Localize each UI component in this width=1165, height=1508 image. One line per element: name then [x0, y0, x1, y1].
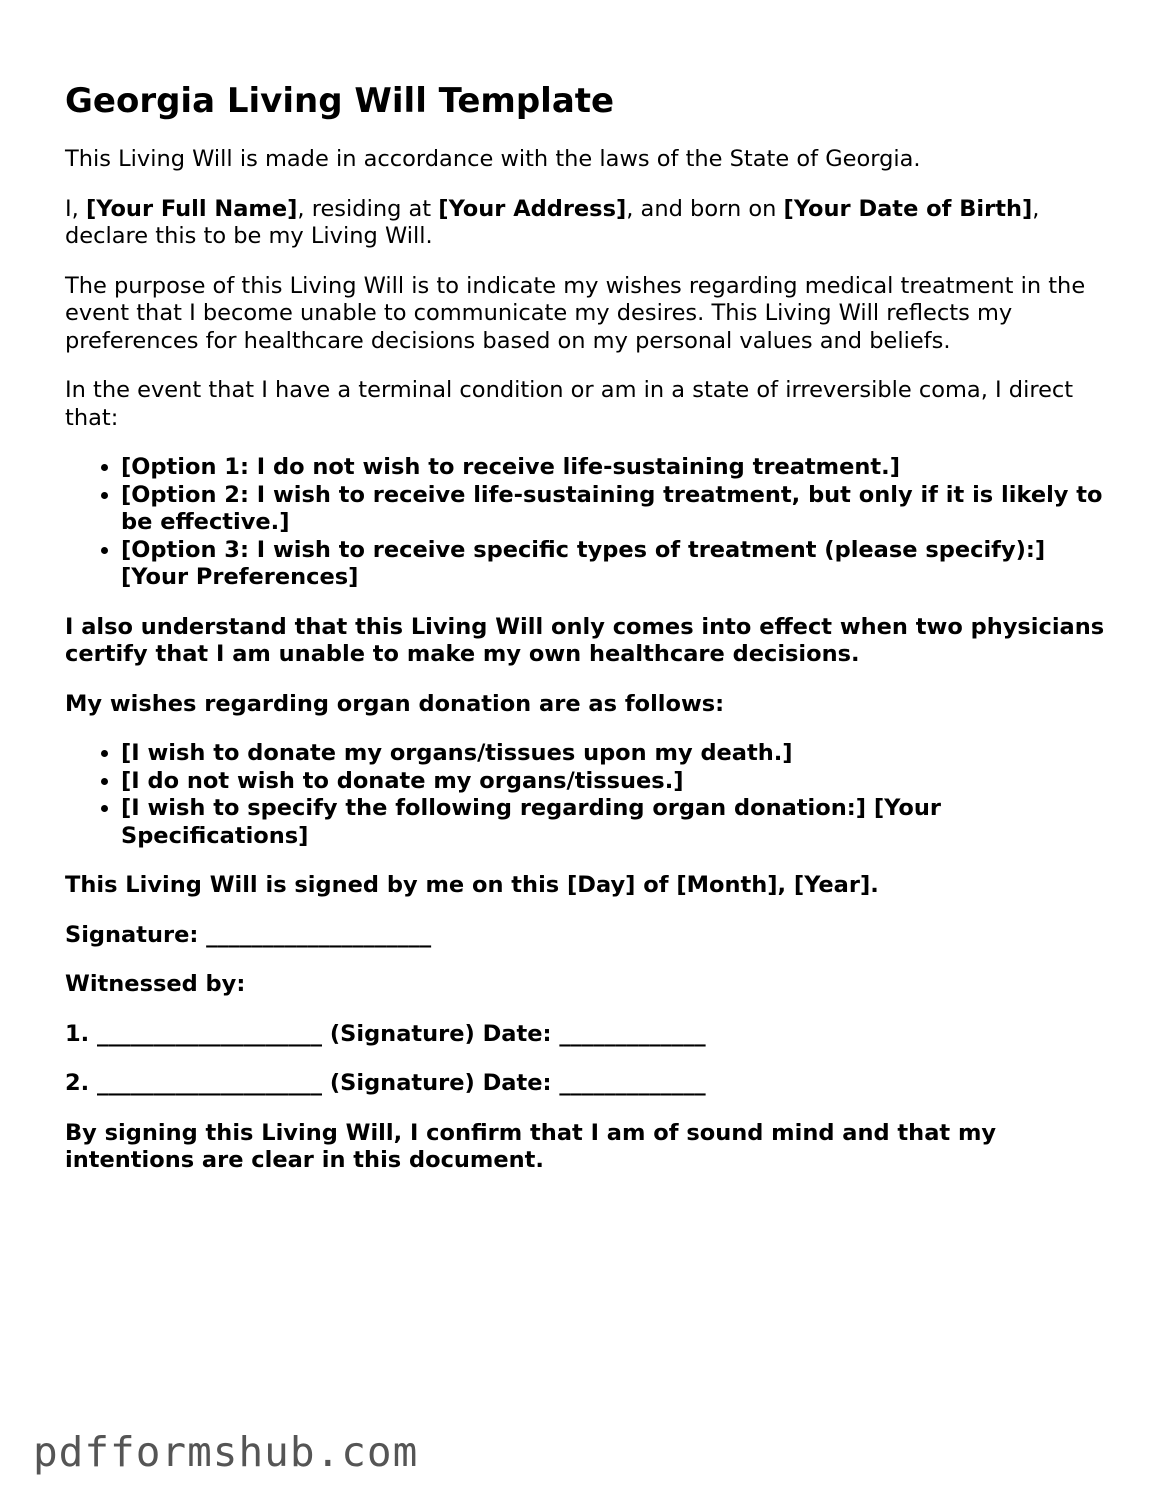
understanding-paragraph: I also understand that this Living Will only comes into effect when two physicians certify that I am unable to make my own healthcare decisions. — [65, 613, 1105, 667]
declaration-prefix: I, — [65, 195, 86, 222]
address-placeholder: [Your Address] — [438, 195, 627, 222]
declaration-suffix: , declare this to be my Living Will. — [65, 195, 1040, 249]
signature-line: Signature: ____________________ — [65, 921, 432, 948]
dob-placeholder: [Your Date of Birth] — [783, 195, 1033, 222]
condition-intro: In the event that I have a terminal condition or am in a state of irreversible coma, I direct that: — [65, 377, 1074, 431]
treatment-option: • [Option 1: I do not wish to receive life-sustaining treatment.] — [121, 454, 1105, 482]
organ-option: • [I do not wish to donate my organs/tissues.] — [121, 768, 1105, 796]
name-placeholder: [Your Full Name] — [85, 195, 298, 222]
treatment-options-list — [65, 454, 1105, 592]
watermark: pdfformshub.com — [33, 1428, 419, 1476]
organ-intro: My wishes regarding organ donation are as follows: — [65, 690, 725, 717]
document-title: Georgia Living Will Template — [65, 81, 615, 121]
organ-option: • [I wish to specify the following regarding organ donation:] [Your Specifications] — [121, 795, 1105, 850]
treatment-option: • [Option 3: I wish to receive specific types of treatment (please specify):] [Your Preferences] — [121, 537, 1105, 592]
born-text: , and born on — [626, 195, 784, 222]
organ-options-list — [65, 740, 1105, 850]
organ-option: • [I wish to donate my organs/tissues upon my death.] — [121, 740, 1105, 768]
witness-line: 2. ____________________ (Signature) Date: _____________ — [65, 1070, 706, 1096]
signed-on-line: This Living Will is signed by me on this [Day] of [Month], [Year]. — [65, 872, 879, 898]
declaration-paragraph — [65, 196, 1105, 251]
document-page — [65, 78, 1105, 1197]
witnessed-by-label: Witnessed by: — [65, 971, 246, 997]
treatment-option: • [Option 2: I wish to receive life-sustaining treatment, but only if it is likely to be effective.] — [121, 482, 1105, 537]
residing-text: , residing at — [297, 195, 439, 222]
witness-line: 1. ____________________ (Signature) Date: _____________ — [65, 1020, 706, 1047]
confirmation-paragraph: By signing this Living Will, I confirm that I am of sound mind and that my intentions are clear in this document. — [65, 1119, 997, 1173]
purpose-paragraph: The purpose of this Living Will is to indicate my wishes regarding medical treatment in the event that I become unable to communicate my desires. This Living Will reflects my preferences for healthcare decisions based on my personal values and beliefs. — [65, 272, 1086, 354]
intro-paragraph: This Living Will is made in accordance with the laws of the State of Georgia. — [65, 146, 921, 172]
